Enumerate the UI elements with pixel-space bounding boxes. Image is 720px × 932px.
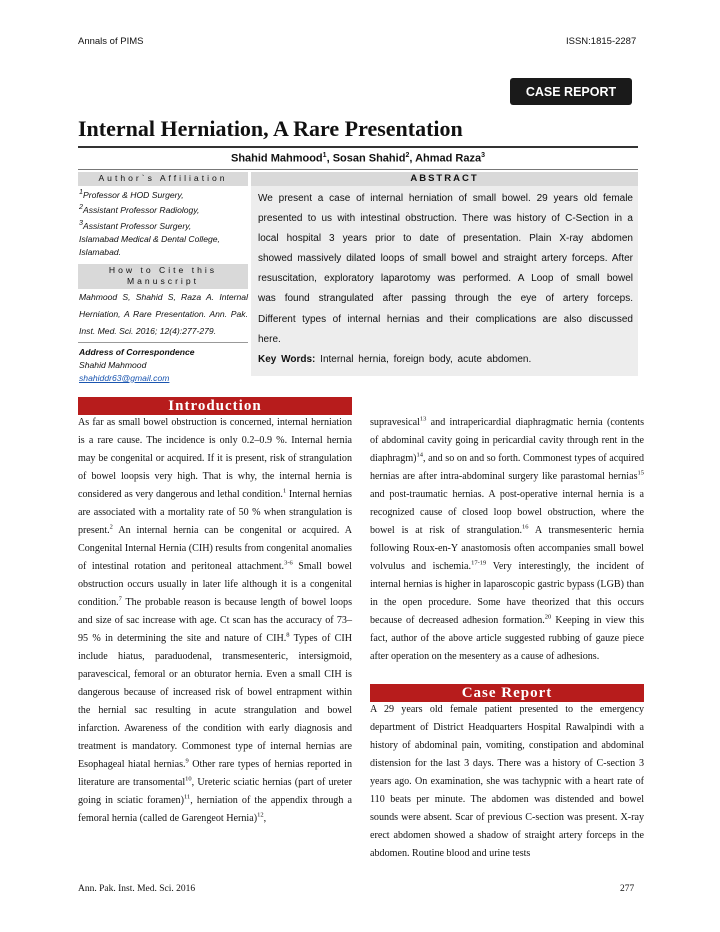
keywords	[258, 354, 531, 365]
journal-name: Annals of PIMS	[78, 36, 144, 47]
affiliation-1: $^1$Professor & HOD Surgery,	[79, 187, 184, 200]
author-name: Sosan Shahid	[332, 152, 406, 165]
affiliation-block	[78, 186, 248, 260]
correspondence-name: Shahid Mahmood	[79, 359, 147, 370]
intro-right-column	[370, 414, 644, 666]
citation-text: Mahmood S, Shahid S, Raza A. Internal Herniation, A Rare Presentation. Ann. Pak. Inst. Med. Sci. 2016; 12(4):277-279.	[79, 291, 248, 336]
affiliation-institution: Islamabad Medical & Dental College, Islamabad.	[79, 234, 220, 258]
issn: ISSN:1815-2287	[566, 36, 637, 47]
page-number: 277	[620, 884, 635, 894]
author-mark: 3	[481, 152, 485, 159]
introduction-heading: Introduction	[78, 397, 352, 415]
cite-heading: How to Cite this Manuscript	[78, 264, 248, 289]
keywords-label: Key Words:	[258, 353, 316, 365]
case-paragraph: A 29 years old female patient presented to the emergency department of District Headquarters Hospital Rawalpindi with a history of abdominal pain, vomiting, constipation and abdominal distension for the last 3 days. There was a history of C-section 3 years ago. On examination, she was tachypnic with a heart rate of 110 beats per minute. The abdomen was distended and bowel sounds were absent. Scar of previous C-section was present. X-ray erect abdomen showed a shadow of straight artery forceps in the abdomen. Routine blood and urine tests	[370, 704, 644, 859]
author-mark: 1	[322, 152, 327, 159]
sidebar	[78, 172, 248, 385]
author-name: Shahid Mahmood	[230, 152, 323, 165]
author-line: Shahid Mahmood$^1$, Sosan Shahid$^2$, Ahmad Raza$^3$	[230, 152, 485, 165]
keywords-list: Internal hernia, foreign body, acute abdomen.	[320, 353, 532, 365]
correspondence-heading: Address of Correspondence	[79, 346, 195, 357]
correspondence-email-link[interactable]: shahiddr63@gmail.com	[79, 372, 170, 383]
intro-paragraph-continued: supravesical$^{13}$ and intrapericardial diaphragmatic hernia (contents of abdominal cavity going in pericardial cavity through rent in the diaphragm)$^{14}$, and so on and so forth. Commonest types of acquired hernias are after intra-abdominal surgery like parastomal hernias$^{15}$ and post-traumatic hernias. A post-operative internal hernia is a recognized cause of closed loop bowel obstruction, where the bowel is at risk of strangulation.$^{16}$ A transmesenteric hernia following Roux-en-Y anastomosis often accompanies small bowel volvulus and ischemia.$^{17-19}$ Very interestingly, the incident of internal hernias is higher in laparoscopic gastric bypass (LGB) than in the open procedure. Some have theorized that this occurs because of decreased adhesion formation.$^{20}$ Keeping in view this fact, author of the above article suggested rubbing of gauze piece after operation on the mesentery as a cause of adhesions.	[370, 415, 645, 662]
author-rule	[78, 169, 638, 170]
abstract-text: We present a case of internal herniation of small bowel. 29 years old female presented to us with intestinal obstruction. There was history of C-Section in a local hospital 3 years prior to date of presentation. Plain X-ray abdomen showed massively dilated loops of small bowel and straight artery forceps. After resuscitation, exploratory laparotomy was performed. A Loop of small bowel was found strangulated after passing through the eye of artery forceps. Different types of internal hernias and their complications are also discussed here.	[258, 193, 633, 345]
abstract-body	[251, 186, 638, 370]
sidebar-divider	[78, 342, 248, 343]
footer-citation: Ann. Pak. Inst. Med. Sci. 2016	[78, 884, 196, 894]
affiliation-2: $^2$Assistant Professor Radiology,	[79, 203, 200, 216]
case-report-heading: Case Report	[370, 684, 644, 702]
affiliation-3: $^3$Assistant Professor Surgery,	[79, 219, 192, 232]
title-rule	[78, 146, 638, 148]
abstract-box	[251, 172, 638, 376]
intro-paragraph: As far as small bowel obstruction is concerned, internal herniation is a rare cause. The incidence is only 0.2–0.9 %. Internal hernia may be congenital or acquired. If it is present, risk of strangulation of bowel loopsis very high. That is why, the internal hernia is considered as very dangerous and lethal condition.$^1$ Internal hernias are associated with a mortality rate of 50 % when strangulation is present.$^2$ An internal hernia can be congenital or acquired. A Congenital Internal Hernia (CIH) results from congenital anomalies of intestinal rotation and peritoneal attachment.$^{3-6}$ Small bowel obstruction occurs usually in later life although it is a congenital condition.$^7$ The probable reason is because length of bowel loops and size of sac increase with age. Ct scan has the accuracy of 73–95 % in determining the site and nature of CIH.$^8$ Types of CIH include hiatus, paraduodenal, transmesenteric, intersigmoid, paravescical, femoral or an obturator hernia. Even a small CIH is dangerous because of increased risk of bowel entrapment within the hernial sac resulting in acute strangulation and bowel infarction. Awareness of the condition with early diagnosis and treatment is mandatory. Commonest type of internal hernias are Esophageal hiatal hernias.$^9$ Other rare types of hernias reported in literature are transomental$^{10}$, Ureteric sciatic hernias (part of ureter going in sciatic foramen)$^{11}$, herniation of the appendix through a femoral hernia (called de Garengeot Hernia)$^{12}$,	[78, 417, 353, 824]
abstract-heading: ABSTRACT	[251, 172, 638, 186]
affiliation-heading: Author`s Affiliation	[78, 172, 248, 186]
article-title: Internal Herniation, A Rare Presentation	[78, 116, 463, 141]
case-report-column	[370, 701, 644, 863]
case-report-badge: CASE REPORT	[510, 78, 632, 105]
intro-left-column	[78, 414, 352, 828]
author-name: Ahmad Raza	[415, 152, 482, 165]
author-mark: 2	[405, 152, 410, 159]
